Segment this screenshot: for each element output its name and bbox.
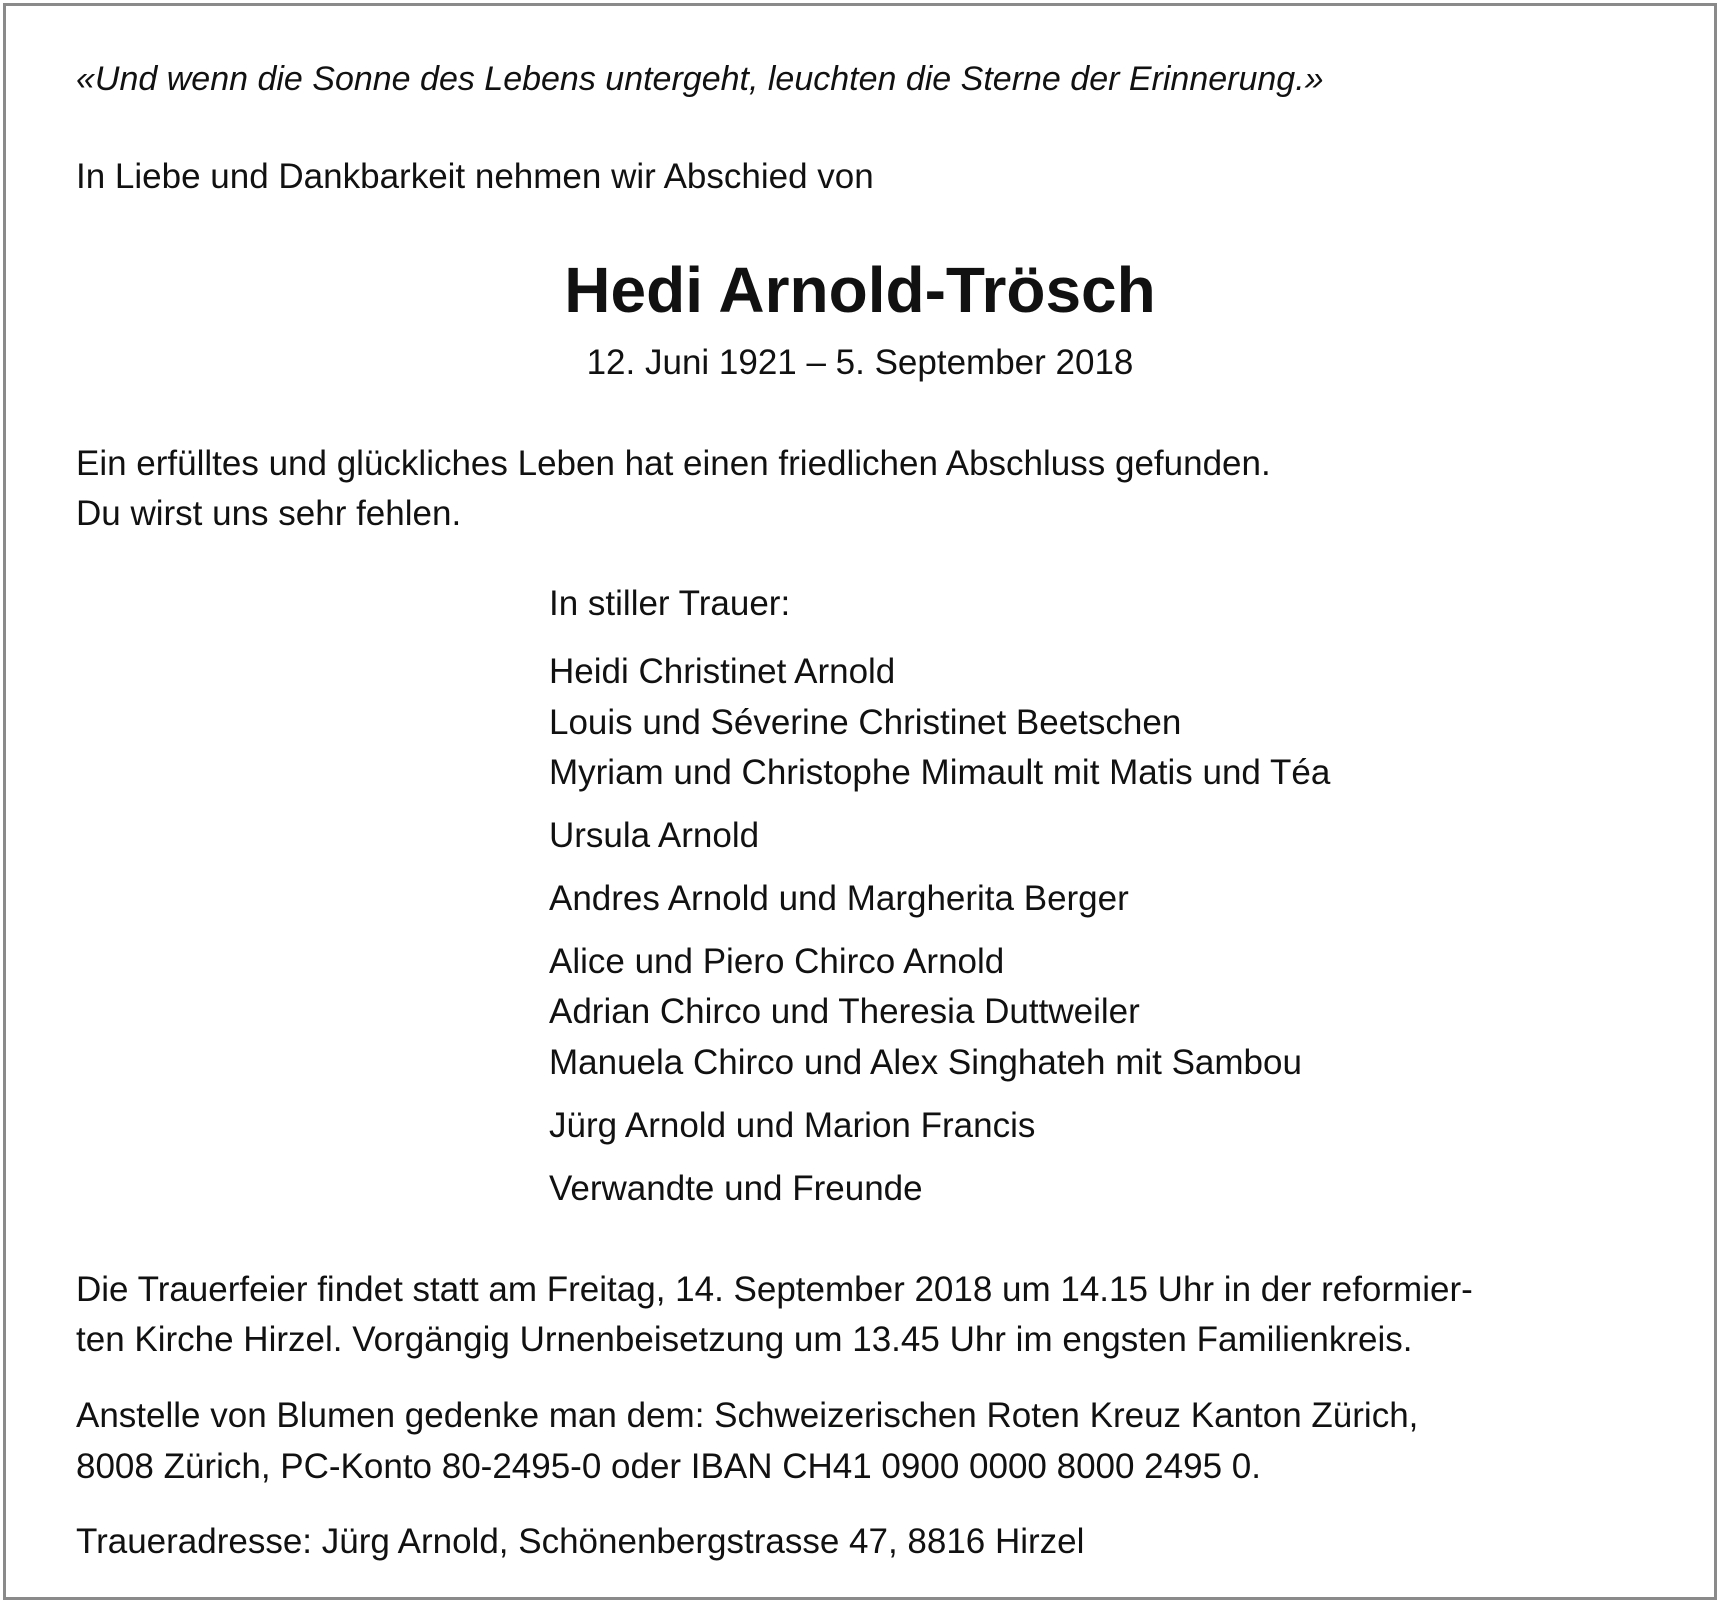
memorial-quote: «Und wenn die Sonne des Lebens untergeht, leuchten die Sterne der Erinnerung.» bbox=[76, 60, 1324, 98]
message-line: Du wirst uns sehr fehlen. bbox=[76, 494, 462, 533]
donation-line: Anstelle von Blumen gedenke man dem: Schweizerischen Roten Kreuz Kanton Zürich, bbox=[76, 1396, 1419, 1435]
life-dates: 12. Juni 1921 – 5. September 2018 bbox=[586, 343, 1134, 382]
mourner-entry: Louis und Séverine Christinet Beetschen bbox=[549, 703, 1182, 742]
donation-line: 8008 Zürich, PC-Konto 80-2495-0 oder IBAN CH41 0900 0000 8000 2495 0. bbox=[76, 1447, 1261, 1486]
ceremony-line: Die Trauerfeier findet statt am Freitag, 14. September 2018 um 14.15 Uhr in der reformier- bbox=[76, 1270, 1473, 1309]
mourner-entry: Heidi Christinet Arnold bbox=[549, 652, 896, 691]
mourner-entry: Ursula Arnold bbox=[549, 816, 760, 855]
mourners-heading: In stiller Trauer: bbox=[549, 584, 791, 623]
intro-line: In Liebe und Dankbarkeit nehmen wir Abschied von bbox=[76, 157, 874, 196]
deceased-name: Hedi Arnold-Trösch bbox=[564, 254, 1156, 326]
mourner-entry: Adrian Chirco und Theresia Duttweiler bbox=[549, 992, 1140, 1031]
mourner-entry: Alice und Piero Chirco Arnold bbox=[549, 942, 1005, 981]
message-line: Ein erfülltes und glückliches Leben hat einen friedlichen Abschluss gefunden. bbox=[76, 444, 1271, 483]
mourner-entry: Manuela Chirco und Alex Singhateh mit Sambou bbox=[549, 1043, 1302, 1082]
mourner-entry: Verwandte und Freunde bbox=[549, 1169, 923, 1208]
mourner-entry: Jürg Arnold und Marion Francis bbox=[549, 1106, 1036, 1145]
obituary-notice bbox=[3, 3, 1717, 1600]
mourner-entry: Andres Arnold und Margherita Berger bbox=[549, 879, 1129, 918]
ceremony-line: ten Kirche Hirzel. Vorgängig Urnenbeisetzung um 13.45 Uhr im engsten Familienkreis. bbox=[76, 1320, 1413, 1359]
mourner-entry: Myriam und Christophe Mimault mit Matis und Téa bbox=[549, 753, 1331, 792]
mourning-address: Traueradresse: Jürg Arnold, Schönenbergstrasse 47, 8816 Hirzel bbox=[76, 1522, 1085, 1561]
